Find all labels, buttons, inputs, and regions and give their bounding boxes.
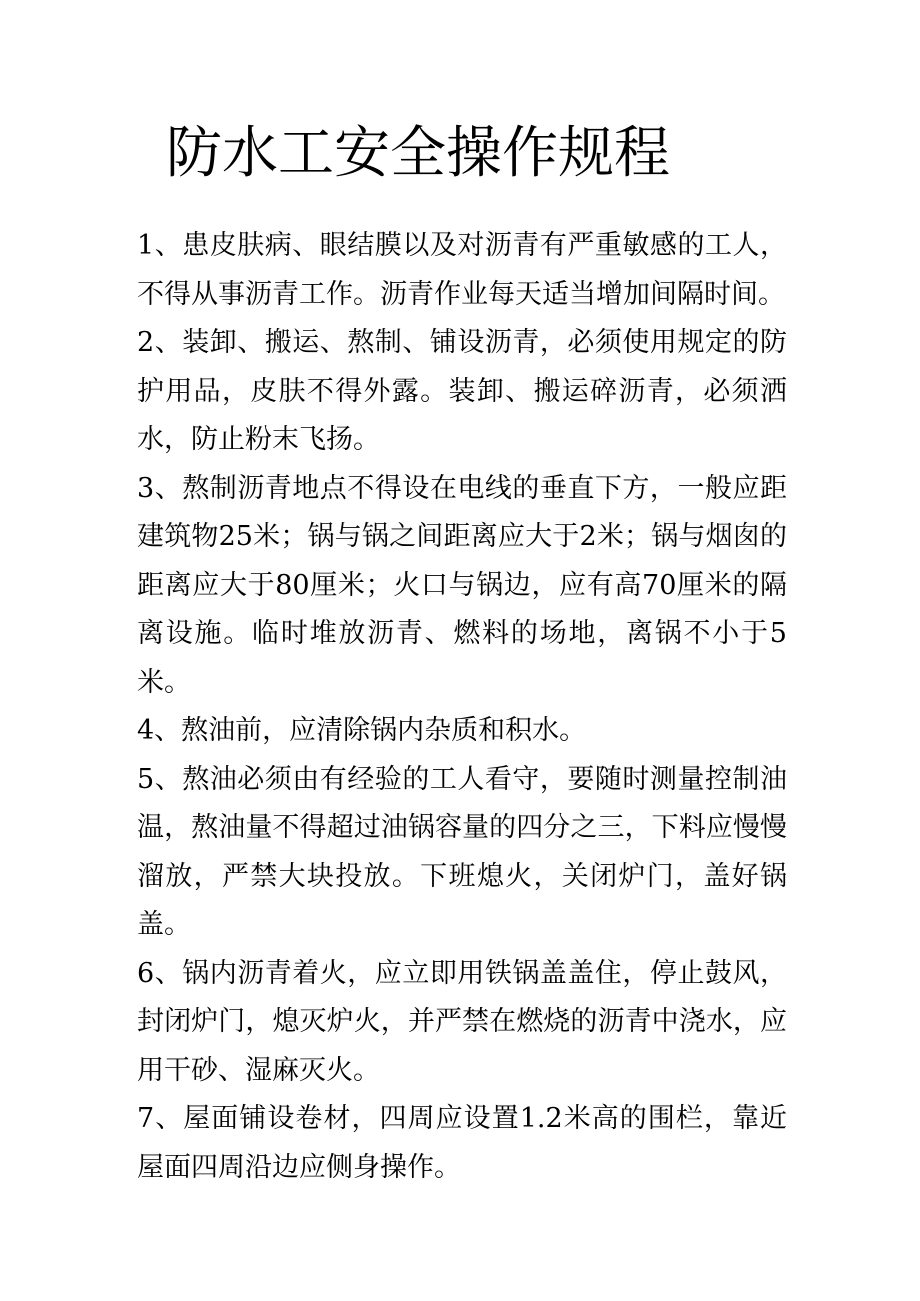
rule-paragraph-6: 6、锅内沥青着火，应立即用铁锅盖盖住，停止鼓风，封闭炉门，熄灭炉火，并严禁在燃烧的沥青中浇水，应用干砂、湿麻灭火。 (137, 957, 787, 1086)
document-body (137, 222, 787, 1192)
rule-paragraph-7: 7、屋面铺设卷材，四周应设置1.2米高的围栏，靠近屋面四周沿边应侧身操作。 (137, 1103, 787, 1183)
rule-paragraph-1: 1、患皮肤病、眼结膜以及对沥青有严重敏感的工人，不得从事沥青工作。沥青作业每天适当增加间隔时间。 (137, 230, 787, 310)
rule-paragraph-2: 2、装卸、搬运、熬制、铺设沥青，必须使用规定的防护用品，皮肤不得外露。装卸、搬运碎沥青，必须洒水，防止粉末飞扬。 (137, 327, 787, 455)
document-title: 防水工安全操作规程 (166, 121, 670, 186)
rule-paragraph-3: 3、熬制沥青地点不得设在电线的垂直下方，一般应距建筑物25米；锅与锅之间距离应大于2米；锅与烟囱的距离应大于80厘米；火口与锅边，应有高70厘米的隔离设施。临时堆放沥青、燃料的场地，离锅不小于5米。 (137, 472, 787, 698)
rule-paragraph-4: 4、熬油前，应清除锅内杂质和积水。 (137, 715, 587, 746)
rule-paragraph-5: 5、熬油必须由有经验的工人看守，要随时测量控制油温，熬油量不得超过油锅容量的四分之三，下料应慢慢溜放，严禁大块投放。下班熄火，关闭炉门，盖好锅盖。 (137, 763, 787, 940)
